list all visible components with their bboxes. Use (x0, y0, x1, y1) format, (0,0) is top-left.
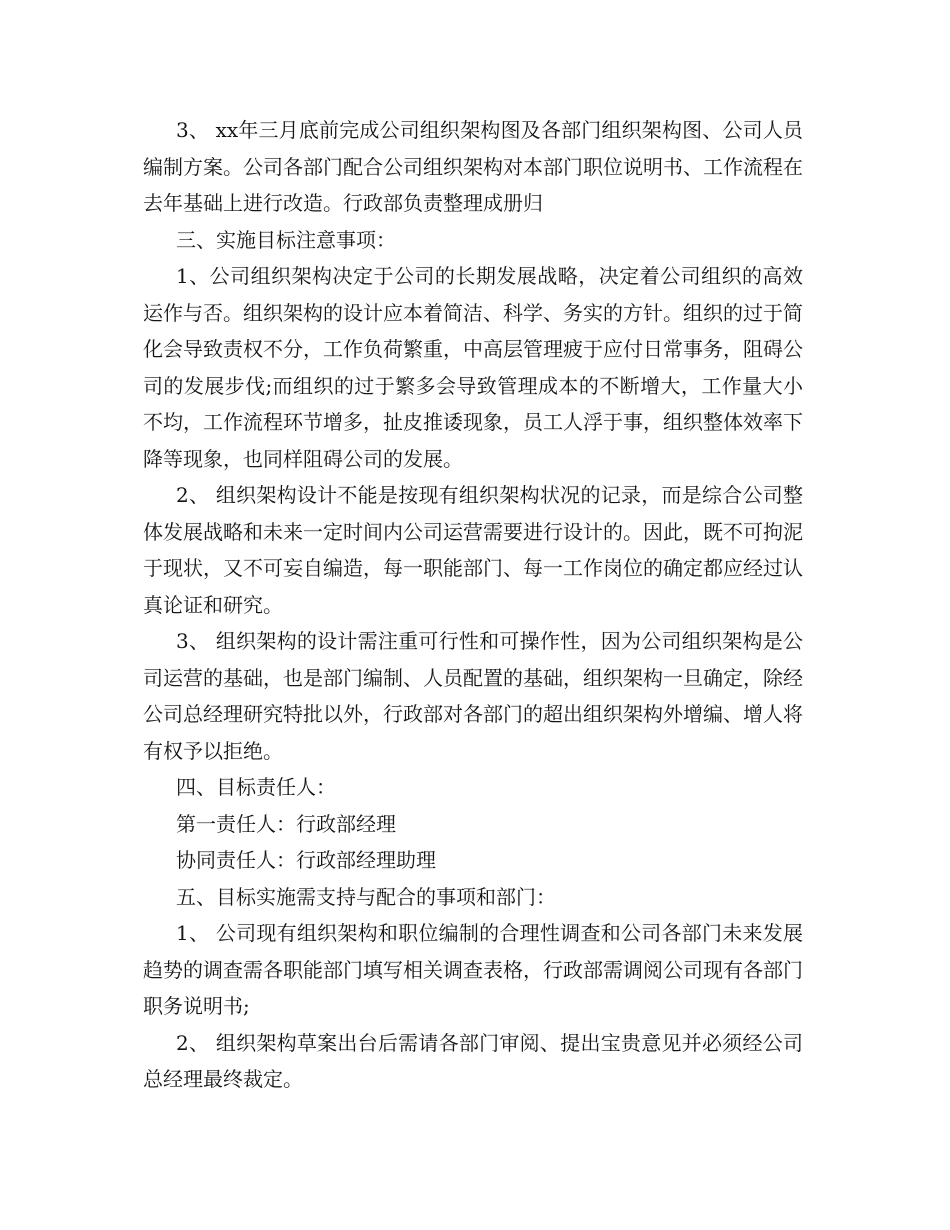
co-responsible-line: 协同责任人：行政部经理助理 (176, 848, 436, 872)
document-body (143, 112, 803, 1098)
section-heading-notes: 三、实施目标注意事项： (176, 227, 396, 252)
paragraph-note-3: 3、 组织架构的设计需注重可行性和可操作性，因为公司组织架构是公司运营的基础，也是部门编制、人员配置的基础，组织架构一旦确定，除经公司总经理研究特批以外，行政部对各部门的超出组织架构外增编、增人将有权予以拒绝。 (143, 629, 803, 763)
section-heading-support: 五、目标实施需支持与配合的事项和部门： (176, 884, 556, 909)
paragraph-note-1: 1、公司组织架构决定于公司的长期发展战略，决定着公司组织的高效运作与否。组织架构的设计应本着简洁、科学、务实的方针。组织的过于简化会导致责权不分，工作负荷繁重，中高层管理疲于应付日常事务，阻碍公司的发展步伐;而组织的过于繁多会导致管理成本的不断增大，工作量大小不均，工作流程环节增多，扯皮推诿现象，员工人浮于事，组织整体效率下降等现象，也同样阻碍公司的发展。 (143, 264, 803, 471)
paragraph-support-2: 2、 组织架构草案出台后需请各部门审阅、提出宝贵意见并必须经公司总经理最终裁定。 (143, 1030, 803, 1091)
primary-responsible-line: 第一责任人：行政部经理 (176, 811, 396, 836)
paragraph-item-3-org-chart: 3、 xx年三月底前完成公司组织架构图及各部门组织架构图、公司人员编制方案。公司各部门配合公司组织架构对本部门职位说明书、工作流程在去年基础上进行改造。行政部负责整理成册归 (143, 118, 803, 215)
section-heading-responsible: 四、目标责任人： (176, 775, 336, 799)
paragraph-support-1: 1、 公司现有组织架构和职位编制的合理性调查和公司各部门未来发展趋势的调查需各职能部门填写相关调查表格，行政部需调阅公司现有各部门职务说明书; (143, 921, 803, 1018)
paragraph-note-2: 2、 组织架构设计不能是按现有组织架构状况的记录，而是综合公司整体发展战略和未来一定时间内公司运营需要进行设计的。因此，既不可拘泥于现状，又不可妄自编造，每一职能部门、每一工作岗位的确定都应经过认真论证和研究。 (143, 483, 803, 617)
